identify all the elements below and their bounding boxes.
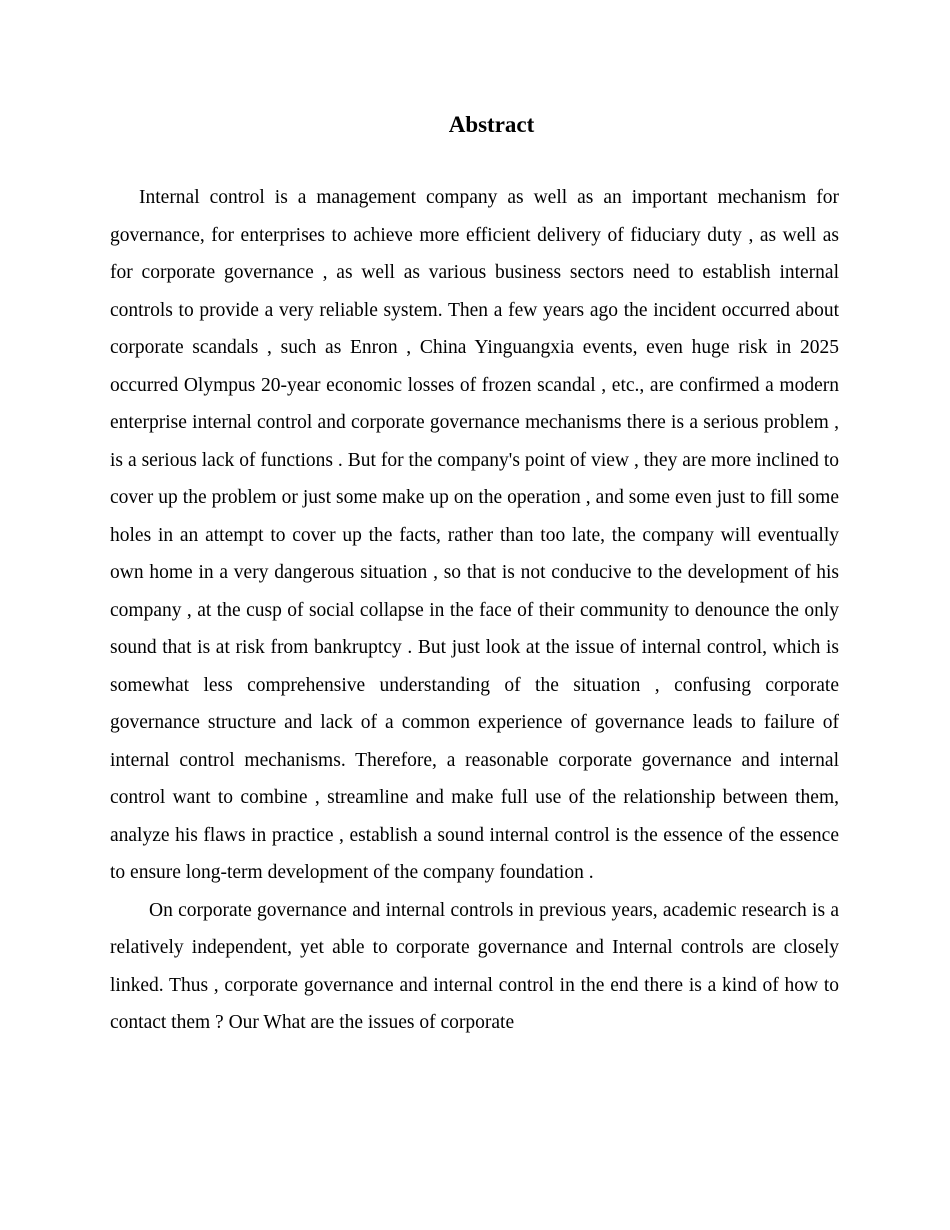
- paragraph-1: Internal control is a management company as well as an important mechanism for governance, for enterprises to achieve more efficient delivery of fiduciary duty , as well as for corporate governance , as well as various business sectors need to establish internal controls to provide a very reliable system. Then a few years ago the incident occurred about corporate scandals , such as Enron , China Yinguangxia events, even huge risk in 2025 occurred Olympus 20-year economic losses of frozen scandal , etc., are confirmed a modern enterprise internal control and corporate governance mechanisms there is a serious problem , is a serious lack of functions . But for the company's point of view , they are more inclined to cover up the problem or just some make up on the operation , and some even just to fill some holes in an attempt to cover up the facts, rather than too late, the company will eventually own home in a very dangerous situation , so that is not conducive to the development of his company , at the cusp of social collapse in the face of their community to denounce the only sound that is at risk from bankruptcy . But just look at the issue of internal control, which is somewhat less comprehensive understanding of the situation , confusing corporate governance structure and lack of a common experience of governance leads to failure of internal control mechanisms. Therefore, a reasonable corporate governance and internal control want to combine , streamline and make full use of the relationship between them, analyze his flaws in practice , establish a sound internal control is the essence of the essence to ensure long-term development of the company foundation .: [110, 187, 839, 883]
- paragraph-2: On corporate governance and internal controls in previous years, academic research is a relatively independent, yet able to corporate governance and Internal controls are closely linked. Thus , corporate governance and internal control in the end there is a kind of how to contact them ? Our What are the issues of corporate: [110, 899, 839, 1033]
- page-title: Abstract: [448, 112, 535, 137]
- abstract-body: [110, 179, 839, 1042]
